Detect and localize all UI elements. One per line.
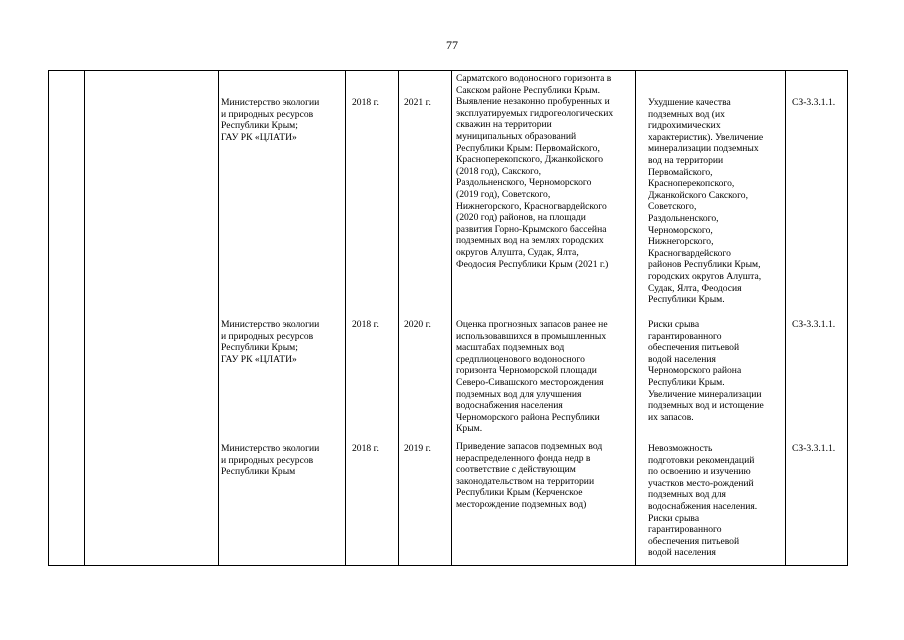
start-year-cell: 2018 г. [352,319,379,330]
end-year-cell: 2020 г. [404,319,431,330]
description-cell: Оценка прогнозных запасов ранее не использовавшихся в промышленных масштабах подземных вод средплиоценового водоносного горизонта Черноморской площади Северо-Сивашского месторождения подземных вод для улучшения водоснабжения населения Черноморского района Республики Крым. [456,319,608,435]
column-divider [451,71,452,565]
end-year-cell: 2021 г. [404,97,431,108]
page-number: 77 [446,38,458,52]
executor-cell: Министерство экологии и природных ресурсов Республики Крым; ГАУ РК «ЦЛАТИ» [221,319,320,365]
consequences-cell: Ухудшение качества подземных вод (их гидрохимических характеристик). Увеличение минерализации подземных вод на территории Первомайского, Красноперекопского, Джанкойского Сакского, Советского, Раздольненского, Черноморского, Нижнегорского, Красногвардейского районов Республики Крым, городских округов Алушта, Судак, Ялта, Феодосия Республики Крым. [648,97,764,306]
column-divider [84,71,85,565]
consequences-cell: Невозможность подготовки рекомендаций по освоению и изучению участков место-рождений подземных вод для водоснабжения населения. Риски срыва гарантированного обеспечения питьевой водой населения [648,443,758,559]
code-cell: СЗ-3.3.1.1. [792,319,836,330]
column-divider [635,71,636,565]
executor-cell: Министерство экологии и природных ресурсов Республики Крым [221,443,320,478]
consequences-cell: Риски срыва гарантированного обеспечения питьевой водой населения Черноморского района Республики Крым. Увеличение минерализации подземных вод и истощение их запасов. [648,319,764,423]
column-divider [398,71,399,565]
end-year-cell: 2019 г. [404,443,431,454]
code-cell: СЗ-3.3.1.1. [792,443,836,454]
description-cell: Приведение запасов подземных вод нераспределенного фонда недр в соответствие с действующим законодательством на территории Республики Крым (Керченское месторождение подземных вод) [456,441,603,510]
code-cell: СЗ-3.3.1.1. [792,97,836,108]
start-year-cell: 2018 г. [352,97,379,108]
column-divider [218,71,219,565]
measures-table [48,70,848,566]
executor-cell: Министерство экологии и природных ресурсов Республики Крым; ГАУ РК «ЦЛАТИ» [221,97,320,143]
column-divider [785,71,786,565]
column-divider [345,71,346,565]
description-cell: Сарматского водоносного горизонта в Сакском районе Республики Крым. Выявление незаконно пробуренных и эксплуатируемых гидрогеологических скважин на территории муниципальных образований Республики Крым: Первомайского, Красноперекопского, Джанкойского (2018 год), Сакского, Раздольненского, Черноморского (2019 год), Советского, Нижнегорского, Красногвардейского (2020 год) районов, на площади развития Горно-Крымского бассейна подземных вод на землях городских округов Алушта, Судак, Ялта, Феодосия Республики Крым (2021 г.) [456,73,614,270]
start-year-cell: 2018 г. [352,443,379,454]
